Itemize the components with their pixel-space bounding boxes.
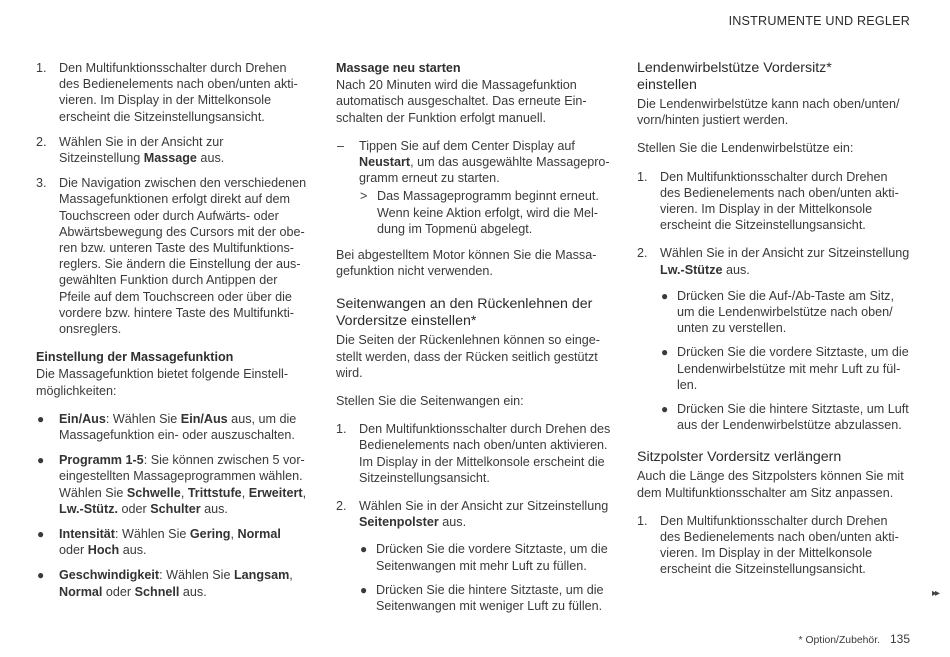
option-term: Lw.-Stütz. bbox=[59, 501, 118, 516]
bullet-icon: ● bbox=[661, 345, 669, 360]
list-item bbox=[637, 288, 911, 337]
section-heading: Einstellung der Massagefunktion bbox=[36, 350, 234, 365]
option-term: Ein/Aus bbox=[180, 411, 228, 426]
list-item bbox=[637, 344, 911, 393]
list-item bbox=[36, 60, 308, 125]
step-number: 1. bbox=[336, 422, 347, 437]
option-text: : Sie können zwischen 5 voreingestellten Massageprogrammen wählen. Wählen Sie bbox=[59, 453, 305, 500]
bullet-text: Drücken Sie die Auf-/Ab-Taste am Sitz, um die Lendenwirbelstütze nach oben/ unten zu verstellen. bbox=[677, 288, 894, 336]
option-term: Hoch bbox=[87, 543, 120, 558]
list-item bbox=[336, 138, 611, 187]
step-text: aus. bbox=[438, 515, 467, 530]
option-term: Trittstufe bbox=[187, 485, 242, 500]
paragraph: Die Seiten der Rückenlehnen können so eingestellt werden, dass der Rücken seitlich gestützt wird. bbox=[336, 333, 600, 380]
page-footer bbox=[799, 631, 910, 649]
option-text: , bbox=[180, 485, 188, 500]
option-text: , bbox=[302, 485, 307, 500]
paragraph: Die Lendenwirbelstütze kann nach oben/unten/ vorn/hinten justiert werden. bbox=[637, 97, 900, 128]
section-heading: Sitzpolster Vordersitz verlängern bbox=[637, 449, 842, 466]
option-term: Langsam bbox=[233, 568, 290, 583]
bullet-text: Drücken Sie die vordere Sitztaste, um die Lendenwirbelstütze mit mehr Luft zu füllen. bbox=[677, 345, 909, 392]
option-term: Intensität bbox=[59, 527, 115, 542]
option-text: , bbox=[289, 568, 293, 583]
option-term: Geschwindigkeit bbox=[59, 568, 160, 583]
list-item bbox=[336, 582, 611, 614]
option-text: : Wählen Sie bbox=[105, 411, 181, 426]
option-term: Erweitert bbox=[248, 485, 303, 500]
step-text: Wählen Sie in der Ansicht zur Sitzeinstellung bbox=[59, 134, 224, 166]
bullet-icon: ● bbox=[661, 288, 669, 303]
step-text: Den Multifunktionsschalter durch Drehen des Bedienelements nach oben/unten aktivieren. Im Display in der Mittelkonsole erscheint die Sitzeinstellungsansicht. bbox=[660, 513, 899, 577]
option-term: Normal bbox=[237, 527, 281, 542]
option-text: aus, um die Massagefunktion ein- oder auszuschalten. bbox=[59, 411, 297, 443]
option-term: Schnell bbox=[134, 584, 180, 599]
step-text: , um das ausgewählte Massageprogramm erneut zu starten. bbox=[359, 155, 610, 186]
option-term: Ein/Aus bbox=[59, 411, 106, 426]
option-text: oder bbox=[59, 543, 88, 558]
bullet-icon: ● bbox=[661, 402, 669, 417]
step-text: Den Multifunktionsschalter durch Drehen des Bedienelements nach oben/unten aktivieren. Im Display in der Mittelkonsole erscheint die Sitzeinstellungsansicht. bbox=[59, 61, 298, 124]
option-text: aus. bbox=[119, 543, 147, 558]
column-middle bbox=[336, 60, 611, 622]
list-item bbox=[336, 541, 611, 573]
list-item bbox=[36, 567, 308, 599]
step-text: Wählen Sie in der Ansicht zur Sitzeinstellung bbox=[660, 246, 910, 261]
column-right bbox=[637, 60, 911, 587]
option-text: : Wählen Sie bbox=[114, 527, 190, 542]
step-number: 2. bbox=[637, 246, 648, 261]
bullet-icon: ● bbox=[37, 527, 45, 542]
step-number: 2. bbox=[36, 134, 47, 149]
footnote: * Option/Zubehör. bbox=[798, 635, 880, 646]
bullet-text: Drücken Sie die vordere Sitztaste, um die Seitenwangen mit mehr Luft zu füllen. bbox=[376, 542, 608, 573]
step-text: aus. bbox=[196, 151, 225, 166]
step-text: Die Navigation zwischen den verschiedenen Massagefunktionen erfolgt direkt auf dem Touchscreen oder durch Aufwärts- oder Abwärtsbewegung des Cursors mit der oberen bzw. unteren Taste des Multifunktionsreglers. Sie ändern die Einstellung der ausgewählten Funktion durch Antippen der Pfeile auf dem Touchscreen oder über die vordere bzw. hintere Taste des Multifunktionsreglers. bbox=[59, 176, 307, 337]
option-text: aus. bbox=[179, 584, 207, 599]
bullet-icon: ● bbox=[360, 542, 368, 557]
step-number: 1. bbox=[637, 513, 648, 528]
option-term: Schwelle bbox=[126, 485, 181, 500]
option-text: oder bbox=[118, 501, 151, 516]
option-text: : Wählen Sie bbox=[159, 568, 234, 583]
dash-icon: – bbox=[337, 138, 345, 153]
menu-term: Massage bbox=[143, 151, 197, 166]
list-item bbox=[637, 513, 911, 578]
list-item bbox=[336, 421, 611, 486]
result-text: Das Massageprogramm beginnt erneut. Wenn keine Aktion erfolgt, wird die Meldung im Topmenü abgelegt. bbox=[377, 189, 599, 236]
section-heading: Seitenwangen an den Rückenlehnen der Vordersitze einstellen* bbox=[336, 296, 593, 330]
list-item bbox=[336, 498, 611, 530]
option-term: Schulter bbox=[150, 501, 201, 516]
continue-arrow-icon: ▸▸ bbox=[931, 588, 938, 599]
list-item bbox=[36, 134, 308, 166]
step-text: Den Multifunktionsschalter durch Drehen des Bedienelements nach oben/unten aktivieren. Im Display in der Mittelkonsole erscheint die Sitzeinstellungsansicht. bbox=[660, 169, 899, 233]
result-arrow-icon: > bbox=[360, 189, 368, 204]
page-number: 135 bbox=[889, 632, 910, 646]
bullet-text: Drücken Sie die hintere Sitztaste, um die Seitenwangen mit weniger Luft zu füllen. bbox=[376, 582, 604, 614]
list-item bbox=[36, 452, 308, 517]
step-number: 1. bbox=[36, 61, 47, 75]
paragraph: Stellen Sie die Seitenwangen ein: bbox=[336, 394, 524, 409]
paragraph: Die Massagefunktion bietet folgende Einstellmöglichkeiten: bbox=[36, 367, 289, 398]
paragraph: Bei abgestelltem Motor können Sie die Massagefunktion nicht verwenden. bbox=[336, 248, 597, 279]
menu-term: Seitenpolster bbox=[359, 515, 439, 530]
step-number: 1. bbox=[637, 169, 648, 184]
menu-term: Lw.-Stütze bbox=[660, 262, 723, 277]
list-item bbox=[36, 411, 308, 443]
option-term: Normal bbox=[59, 584, 103, 599]
list-item bbox=[36, 175, 308, 337]
bullet-text: Drücken Sie die hintere Sitztaste, um Luft aus der Lendenwirbelstütze abzulassen. bbox=[677, 402, 909, 433]
bullet-icon: ● bbox=[37, 453, 45, 468]
paragraph: Nach 20 Minuten wird die Massagefunktion automatisch ausgeschaltet. Das erneute Einschalten der Funktion erfolgt manuell. bbox=[336, 78, 587, 125]
bullet-icon: ● bbox=[37, 568, 45, 583]
step-number: 2. bbox=[336, 499, 347, 514]
list-item bbox=[637, 245, 911, 277]
list-item bbox=[36, 526, 308, 558]
bullet-icon: ● bbox=[360, 582, 368, 597]
step-text: aus. bbox=[722, 262, 750, 277]
result-item bbox=[336, 188, 611, 237]
option-text: aus. bbox=[200, 501, 228, 516]
list-item bbox=[637, 169, 911, 234]
section-heading: Massage neu starten bbox=[336, 61, 461, 75]
step-text: Den Multifunktionsschalter durch Drehen des Bedienelements nach oben/unten aktivieren. Im Display in der Mittelkonsole erscheint die Sitzeinstellungsansicht. bbox=[359, 422, 611, 485]
section-heading: Lendenwirbelstütze Vordersitz* einstellen bbox=[637, 60, 832, 93]
paragraph: Auch die Länge des Sitzpolsters können Sie mit dem Multifunktionsschalter am Sitz anpassen. bbox=[637, 469, 904, 500]
column-left bbox=[36, 60, 308, 609]
menu-term: Neustart bbox=[359, 155, 411, 170]
option-text: oder bbox=[102, 584, 135, 599]
list-item bbox=[637, 401, 911, 433]
option-text: , bbox=[230, 527, 238, 542]
step-text: Tippen Sie auf dem Center Display auf bbox=[359, 138, 575, 153]
step-number: 3. bbox=[36, 176, 47, 191]
bullet-icon: ● bbox=[37, 411, 45, 426]
step-text: Wählen Sie in der Ansicht zur Sitzeinstellung bbox=[359, 499, 609, 514]
running-header: INSTRUMENTE UND REGLER bbox=[728, 14, 910, 28]
option-term: Programm 1-5 bbox=[59, 453, 144, 468]
paragraph: Stellen Sie die Lendenwirbelstütze ein: bbox=[637, 141, 854, 156]
option-text: , bbox=[241, 485, 249, 500]
option-term: Gering bbox=[189, 527, 231, 542]
